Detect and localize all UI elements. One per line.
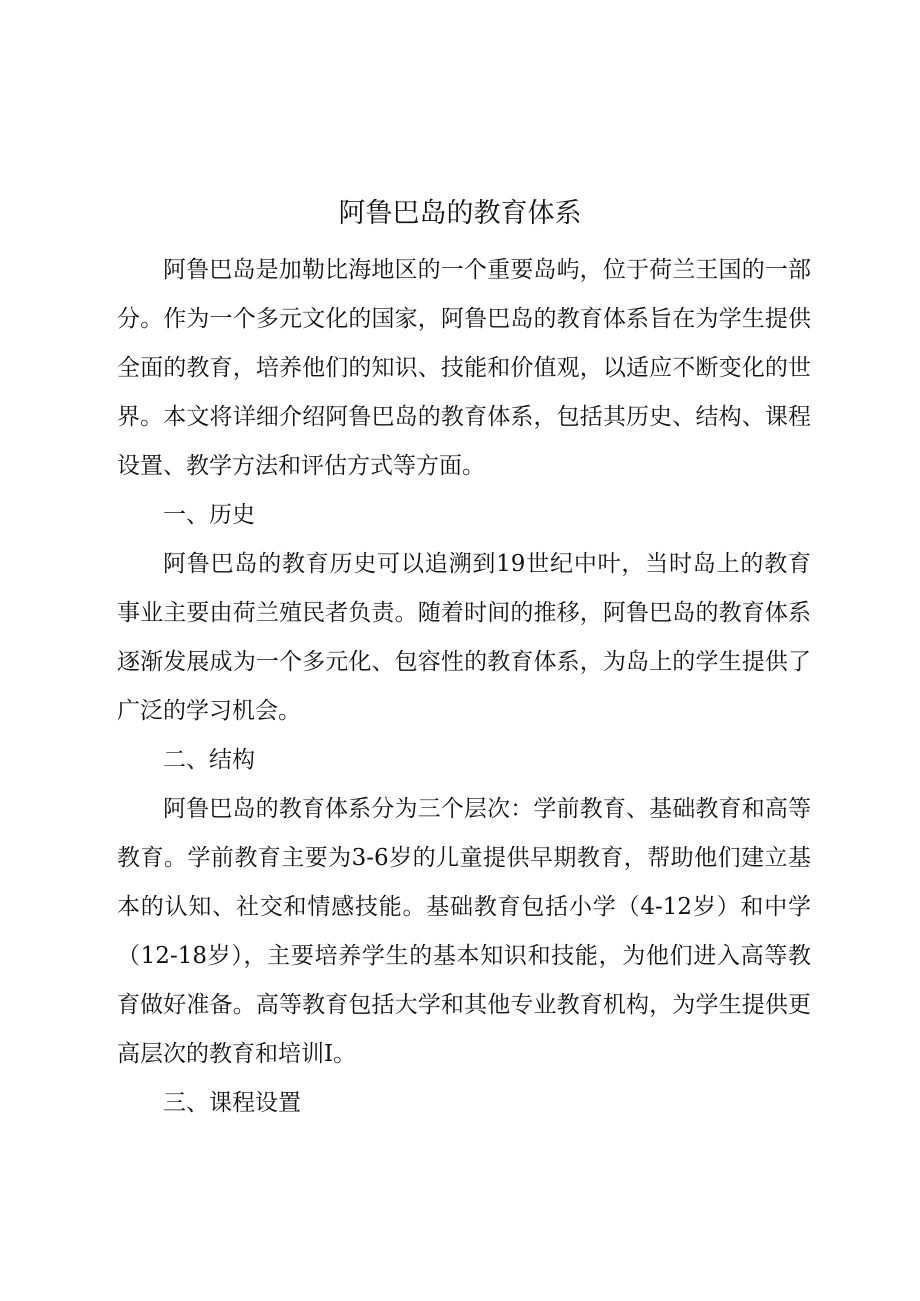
- document-title: 阿鲁巴岛的教育体系: [338, 198, 582, 229]
- section-heading-structure: 二、结构: [163, 747, 255, 773]
- section-heading-curriculum: 三、课程设置: [163, 1090, 301, 1116]
- intro-paragraph: 阿鲁巴岛是加勒比海地区的一个重要岛屿，位于荷兰王国的一部分。作为一个多元文化的国家，阿鲁巴岛的教育体系旨在为学生提供全面的教育，培养他们的知识、技能和价值观，以适应不断变化的世界。本文将详细介绍阿鲁巴岛的教育体系，包括其历史、结构、课程设置、教学方法和评估方式等方面。: [117, 257, 811, 479]
- structure-paragraph: 阿鲁巴岛的教育体系分为三个层次：学前教育、基础教育和高等教育。学前教育主要为3-6岁的儿童提供早期教育，帮助他们建立基本的认知、社交和情感技能。基础教育包括小学（4-12岁）和中学（12-18岁），主要培养学生的基本知识和技能，为他们进入高等教育做好准备。高等教育包括大学和其他专业教育机构，为学生提供更高层次的教育和培训Ⅰ。: [117, 796, 811, 1067]
- history-paragraph: 阿鲁巴岛的教育历史可以追溯到19世纪中叶，当时岛上的教育事业主要由荷兰殖民者负责。随着时间的推移，阿鲁巴岛的教育体系逐渐发展成为一个多元化、包容性的教育体系，为岛上的学生提供了广泛的学习机会。: [117, 551, 811, 724]
- document-body: [117, 246, 811, 1128]
- section-heading-history: 一、历史: [163, 502, 255, 528]
